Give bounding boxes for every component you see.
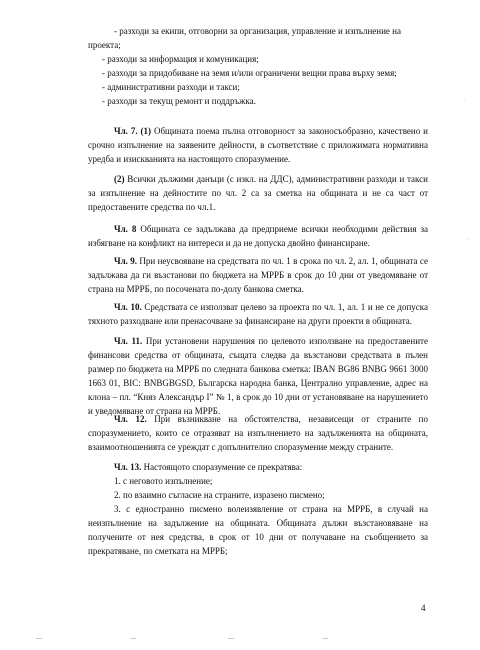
article-text: Общината поема пълна отговорност за законосъобразно, качествено и срочно изпълнение на заявените дейности, в съответствие с приложимата нормативна уредба и изискванията на настоящото споразумение.: [88, 126, 428, 164]
article-label: (2): [114, 174, 125, 184]
list-item: 1. с неговото изпълнение;: [114, 476, 213, 486]
article-label: Чл. 11.: [114, 336, 143, 346]
article-9: [88, 254, 428, 296]
scan-mark: [228, 638, 234, 639]
list-item: проекта;: [88, 40, 121, 50]
article-label: Чл. 12.: [114, 414, 147, 424]
article-text: Общината се задължава да предприеме всички необходими действия за избягване на конфликт на интереси и да не допуска двойно финансиране.: [88, 224, 429, 248]
article-8: [88, 222, 428, 250]
scan-mark: [36, 638, 42, 639]
article-text: При възникване на обстоятелства, независещи от страните по споразумението, които се отразяват на изпълнението на задълженията на общината, взаимоотношенията се уреждат с допълнително споразумение между страните.: [88, 414, 428, 452]
list-item: - разходи за придобиване на земя и/или ограничени вещни права върху земя;: [102, 68, 397, 78]
article-label: Чл. 8: [114, 224, 137, 234]
scan-speck: ·: [466, 236, 469, 244]
page-number: 4: [421, 603, 426, 613]
expense-list: [88, 24, 428, 108]
article-10: [88, 300, 428, 328]
article-label: Чл. 9.: [114, 256, 138, 266]
list-item: - разходи за екипи, отговорни за организация, управление и изпълнение на: [114, 26, 401, 36]
article-text: При неусвояване на средствата по чл. 1 в срока по чл. 2, ал. 1, общината се задължава да ги възстанови по бюджета на МРРБ в срок до 10 дни от уведомяване от страна на МРРБ, по посочената по-долу банкова сметка.: [88, 256, 429, 294]
article-text: Средствата се използват целево за проекта по чл. 1, ал. 1 и не се допуска тяхното разходване или пренасочване за финансиране на други проекти в общината.: [88, 302, 428, 326]
article-label: Чл. 13.: [114, 462, 142, 472]
article-13: [88, 460, 428, 558]
article-label: Чл. 7. (1): [114, 126, 152, 136]
article-text: Настоящото споразумение се прекратява:: [141, 462, 303, 472]
list-item: - разходи за текущ ремонт и поддръжка.: [102, 96, 256, 106]
article-11: [88, 334, 428, 418]
scan-mark: [130, 638, 136, 639]
list-item: 3. с едностранно писмено волеизявление от страна на МРРБ, в случай на неизпълнение на задължение на общината. Общината дължи възстановяване на получените от нея средства, в срок от 10 дни от получаване на съобщението за прекратяване, по сметката на МРРБ;: [88, 504, 428, 556]
article-7-paragraph-1: [88, 124, 428, 166]
scan-mark: [322, 638, 328, 639]
scan-speck: ·: [463, 96, 466, 104]
list-item: 2. по взаимно съгласие на страните, изразено писмено;: [114, 490, 325, 500]
article-text: Всички дължими данъци (с изкл. на ДДС), административни разходи и такси за изпълнение на дейностите по чл. 2 са за сметка на общината и не са част от предоставените средства по чл.1.: [88, 174, 428, 212]
list-item: - административни разходи и такси;: [102, 82, 240, 92]
article-7-paragraph-2: [88, 172, 428, 214]
list-item: - разходи за информация и комуникация;: [102, 54, 259, 64]
article-text: При установени нарушения по целевото използване на предоставените финансови средства от общината, същата следва да възстанови средствата в пълен размер по бюджета на МРРБ по следната банкова сметка: IBAN BG86 BNBG 9661 3000 1663 01, BIC: BNBGBGSD, Българска народна банка, Централно управление, адрес на клона – пл. “Княз Александър I” № 1, в срок до 10 дни от установяване на нарушението и уведомяване от страна на МРРБ.: [88, 336, 428, 416]
article-12: [88, 412, 428, 454]
article-label: Чл. 10.: [114, 302, 142, 312]
